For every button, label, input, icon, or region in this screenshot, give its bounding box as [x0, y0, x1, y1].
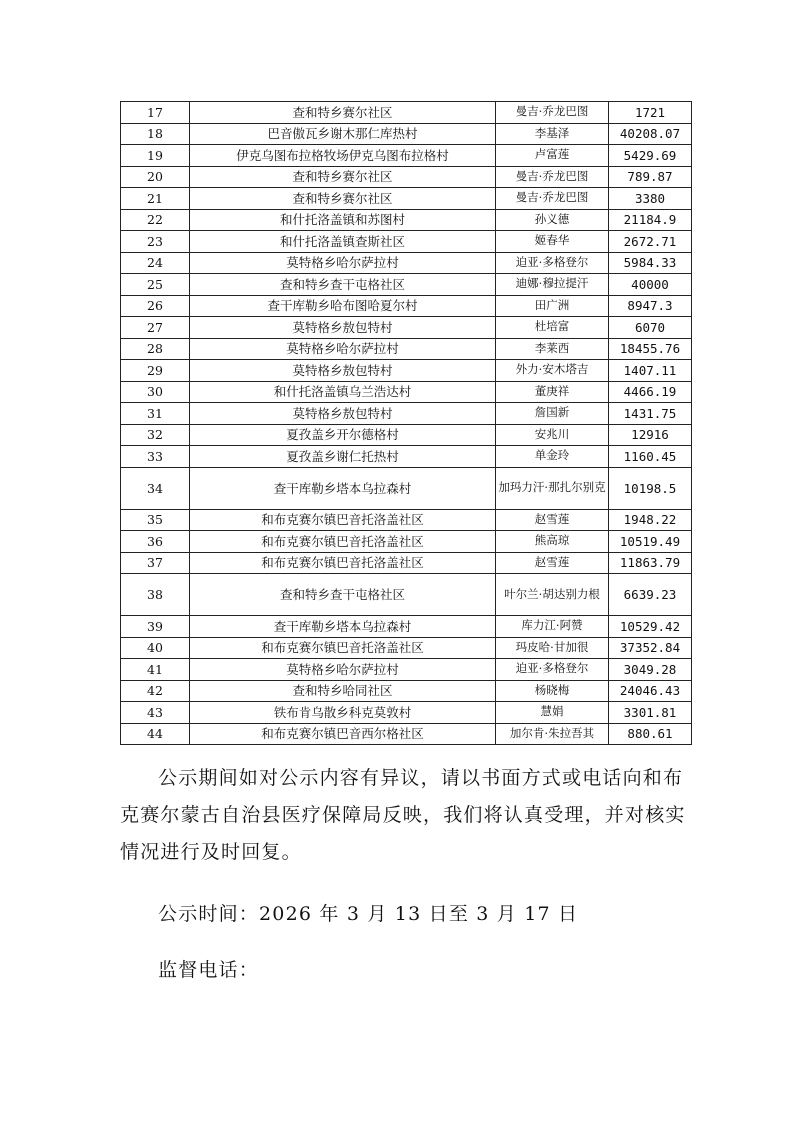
amount-cell: 40000 — [609, 274, 692, 296]
amount-cell: 1721 — [609, 102, 692, 124]
person-name-cell: 李基泽 — [496, 123, 609, 145]
amount-cell: 880.61 — [609, 723, 692, 745]
row-number-cell: 26 — [121, 295, 190, 317]
table-row — [121, 509, 692, 531]
person-name-cell: 孙义德 — [496, 209, 609, 231]
table-row — [121, 531, 692, 553]
person-name-cell: 曼吉·乔龙巴图 — [496, 102, 609, 124]
table-row — [121, 145, 692, 167]
table-row — [121, 552, 692, 574]
table-row — [121, 188, 692, 210]
person-name-cell: 李莱西 — [496, 338, 609, 360]
row-number-cell: 40 — [121, 637, 190, 659]
person-name-cell: 董庚祥 — [496, 381, 609, 403]
amount-cell: 24046.43 — [609, 680, 692, 702]
community-cell: 和布克赛尔镇巴音托洛盖社区 — [190, 509, 496, 531]
community-cell: 查干库勒乡塔本乌拉森村 — [190, 616, 496, 638]
person-name-cell: 熊高琼 — [496, 531, 609, 553]
row-number-cell: 43 — [121, 702, 190, 724]
row-number-cell: 31 — [121, 403, 190, 425]
amount-cell: 10529.42 — [609, 616, 692, 638]
community-cell: 和布克赛尔镇巴音托洛盖社区 — [190, 531, 496, 553]
community-cell: 伊克乌图布拉格牧场伊克乌图布拉格村 — [190, 145, 496, 167]
table-row — [121, 360, 692, 382]
person-name-cell: 安兆川 — [496, 424, 609, 446]
community-cell: 莫特格乡哈尔萨拉村 — [190, 252, 496, 274]
community-cell: 夏孜盖乡开尔德格村 — [190, 424, 496, 446]
table-row — [121, 574, 692, 616]
row-number-cell: 17 — [121, 102, 190, 124]
person-name-cell: 田广洲 — [496, 295, 609, 317]
table-row — [121, 616, 692, 638]
amount-cell: 11863.79 — [609, 552, 692, 574]
community-cell: 莫特格乡哈尔萨拉村 — [190, 659, 496, 681]
table-row — [121, 680, 692, 702]
row-number-cell: 41 — [121, 659, 190, 681]
community-cell: 查和特乡赛尔社区 — [190, 102, 496, 124]
amount-cell: 3301.81 — [609, 702, 692, 724]
row-number-cell: 35 — [121, 509, 190, 531]
person-name-cell: 叶尔兰·胡达别力根 — [496, 574, 609, 616]
community-cell: 莫特格乡敖包特村 — [190, 317, 496, 339]
person-name-cell: 杨晓梅 — [496, 680, 609, 702]
amount-cell: 3380 — [609, 188, 692, 210]
community-cell: 查和特乡哈同社区 — [190, 680, 496, 702]
table-row — [121, 446, 692, 468]
row-number-cell: 27 — [121, 317, 190, 339]
table-row — [121, 467, 692, 509]
row-number-cell: 38 — [121, 574, 190, 616]
amount-cell: 1407.11 — [609, 360, 692, 382]
person-name-cell: 单金玲 — [496, 446, 609, 468]
row-number-cell: 42 — [121, 680, 190, 702]
table-row — [121, 252, 692, 274]
community-cell: 莫特格乡敖包特村 — [190, 403, 496, 425]
community-cell: 巴音傲瓦乡谢木那仁库热村 — [190, 123, 496, 145]
person-name-cell: 赵雪莲 — [496, 552, 609, 574]
community-cell: 和布克赛尔镇巴音西尔格社区 — [190, 723, 496, 745]
row-number-cell: 37 — [121, 552, 190, 574]
row-number-cell: 33 — [121, 446, 190, 468]
table-row — [121, 338, 692, 360]
amount-cell: 40208.07 — [609, 123, 692, 145]
person-name-cell: 曼吉·乔龙巴图 — [496, 166, 609, 188]
table-row — [121, 123, 692, 145]
community-cell: 查和特乡查干屯格社区 — [190, 274, 496, 296]
table-row — [121, 209, 692, 231]
notice-period: 公示时间：2026 年 3 月 13 日至 3 月 17 日 — [158, 903, 579, 925]
row-number-cell: 18 — [121, 123, 190, 145]
amount-cell: 12916 — [609, 424, 692, 446]
row-number-cell: 20 — [121, 166, 190, 188]
amount-cell: 4466.19 — [609, 381, 692, 403]
table-row — [121, 702, 692, 724]
person-name-cell: 加尔肯·朱拉吾其 — [496, 723, 609, 745]
amount-cell: 5429.69 — [609, 145, 692, 167]
community-cell: 和什托洛盖镇查斯社区 — [190, 231, 496, 253]
row-number-cell: 22 — [121, 209, 190, 231]
amount-cell: 1160.45 — [609, 446, 692, 468]
table-row — [121, 295, 692, 317]
amount-cell: 21184.9 — [609, 209, 692, 231]
community-cell: 和布克赛尔镇巴音托洛盖社区 — [190, 637, 496, 659]
person-name-cell: 曼吉·乔龙巴图 — [496, 188, 609, 210]
amount-cell: 3049.28 — [609, 659, 692, 681]
row-number-cell: 30 — [121, 381, 190, 403]
notice-paragraph: 公示期间如对公示内容有异议，请以书面方式或电话向和布克赛尔蒙古自治县医疗保障局反映，我们将认真受理，并对核实情况进行及时回复。 — [120, 767, 686, 863]
person-name-cell: 杜培富 — [496, 317, 609, 339]
row-number-cell: 24 — [121, 252, 190, 274]
row-number-cell: 32 — [121, 424, 190, 446]
row-number-cell: 36 — [121, 531, 190, 553]
community-cell: 查干库勒乡哈布图哈夏尔村 — [190, 295, 496, 317]
amount-cell: 1948.22 — [609, 509, 692, 531]
row-number-cell: 23 — [121, 231, 190, 253]
community-cell: 查和特乡赛尔社区 — [190, 166, 496, 188]
table-row — [121, 723, 692, 745]
table-row — [121, 166, 692, 188]
amount-cell: 6639.23 — [609, 574, 692, 616]
table-row — [121, 102, 692, 124]
community-cell: 查和特乡查干屯格社区 — [190, 574, 496, 616]
person-name-cell: 迫亚·多格登尔 — [496, 252, 609, 274]
supervision-phone-label: 监督电话： — [158, 959, 260, 981]
person-name-cell: 迫亚·多格登尔 — [496, 659, 609, 681]
table-row — [121, 424, 692, 446]
row-number-cell: 44 — [121, 723, 190, 745]
community-cell: 铁布肯乌散乡科克莫敦村 — [190, 702, 496, 724]
community-cell: 夏孜盖乡谢仁托热村 — [190, 446, 496, 468]
community-cell: 和什托洛盖镇和苏图村 — [190, 209, 496, 231]
table-row — [121, 274, 692, 296]
table-row — [121, 231, 692, 253]
person-name-cell: 玛皮哈·甘加很 — [496, 637, 609, 659]
person-name-cell: 慧娟 — [496, 702, 609, 724]
row-number-cell: 34 — [121, 467, 190, 509]
amount-cell: 10519.49 — [609, 531, 692, 553]
table-row — [121, 403, 692, 425]
reimbursement-table — [120, 101, 692, 745]
community-cell: 莫特格乡哈尔萨拉村 — [190, 338, 496, 360]
amount-cell: 8947.3 — [609, 295, 692, 317]
table-row — [121, 381, 692, 403]
row-number-cell: 19 — [121, 145, 190, 167]
person-name-cell: 詹国新 — [496, 403, 609, 425]
row-number-cell: 25 — [121, 274, 190, 296]
amount-cell: 2672.71 — [609, 231, 692, 253]
community-cell: 莫特格乡敖包特村 — [190, 360, 496, 382]
person-name-cell: 姬春华 — [496, 231, 609, 253]
row-number-cell: 29 — [121, 360, 190, 382]
person-name-cell: 外力·安木塔吉 — [496, 360, 609, 382]
community-cell: 和什托洛盖镇乌兰浩达村 — [190, 381, 496, 403]
row-number-cell: 28 — [121, 338, 190, 360]
amount-cell: 5984.33 — [609, 252, 692, 274]
amount-cell: 6070 — [609, 317, 692, 339]
table-row — [121, 637, 692, 659]
person-name-cell: 加玛力汗·那扎尔别克 — [496, 467, 609, 509]
amount-cell: 1431.75 — [609, 403, 692, 425]
amount-cell: 18455.76 — [609, 338, 692, 360]
table-row — [121, 659, 692, 681]
community-cell: 查和特乡赛尔社区 — [190, 188, 496, 210]
amount-cell: 789.87 — [609, 166, 692, 188]
person-name-cell: 赵雪莲 — [496, 509, 609, 531]
person-name-cell: 卢富莲 — [496, 145, 609, 167]
table-body — [121, 102, 692, 745]
community-cell: 和布克赛尔镇巴音托洛盖社区 — [190, 552, 496, 574]
community-cell: 查干库勒乡塔本乌拉森村 — [190, 467, 496, 509]
row-number-cell: 39 — [121, 616, 190, 638]
amount-cell: 37352.84 — [609, 637, 692, 659]
person-name-cell: 迪娜·穆拉提汗 — [496, 274, 609, 296]
row-number-cell: 21 — [121, 188, 190, 210]
table-row — [121, 317, 692, 339]
amount-cell: 10198.5 — [609, 467, 692, 509]
person-name-cell: 库力江·阿赞 — [496, 616, 609, 638]
